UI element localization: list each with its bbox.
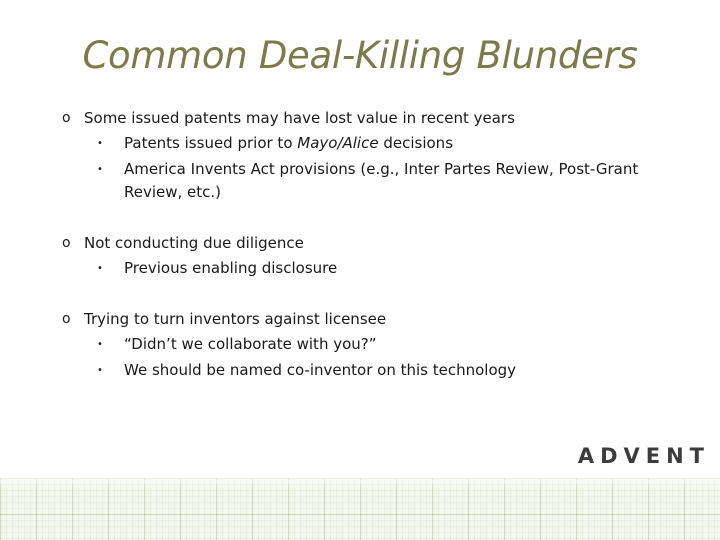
sub-bullet-item <box>62 132 662 155</box>
bullet-item <box>62 308 662 330</box>
graph-paper-fade <box>0 470 720 490</box>
slide-title: Common Deal-Killing Blunders <box>82 34 638 77</box>
bullet-item <box>62 232 662 254</box>
bullet-group-2 <box>62 232 662 280</box>
bullet-group-3 <box>62 308 662 382</box>
sub-bullet-text-prefix: Patents issued prior to <box>124 134 298 152</box>
dot-bullet-icon: • <box>97 138 103 149</box>
sub-bullet-text: We should be named co-inventor on this technology <box>124 361 517 379</box>
bullet-group-1 <box>62 107 662 204</box>
circle-bullet-icon: o <box>62 235 71 251</box>
circle-bullet-icon: o <box>62 110 71 126</box>
sub-bullet-text: America Invents Act provisions (e.g., Inter Partes Review, Post-Grant Review, etc.) <box>124 160 639 201</box>
sub-bullet-text: Previous enabling disclosure <box>124 259 338 277</box>
bullet-item <box>62 107 662 129</box>
sub-bullet-item <box>62 333 662 356</box>
bullet-list <box>62 107 662 410</box>
sub-bullet-text-suffix: decisions <box>378 134 454 152</box>
dot-bullet-icon: • <box>97 263 103 274</box>
sub-bullet-item <box>62 257 662 280</box>
dot-bullet-icon: • <box>97 365 103 376</box>
dot-bullet-icon: • <box>97 164 103 175</box>
sub-bullet-item <box>62 158 662 204</box>
bullet-text: Some issued patents may have lost value in recent years <box>84 109 515 127</box>
sub-bullet-text: “Didn’t we collaborate with you?” <box>124 335 377 353</box>
bullet-text: Not conducting due diligence <box>84 234 304 252</box>
bullet-text: Trying to turn inventors against licensee <box>84 310 387 328</box>
circle-bullet-icon: o <box>62 311 71 327</box>
dot-bullet-icon: • <box>97 339 103 350</box>
sub-bullet-text-emphasis: Mayo/Alice <box>297 134 379 152</box>
advent-logo: ADVENT <box>577 444 710 468</box>
sub-bullet-item <box>62 359 662 382</box>
